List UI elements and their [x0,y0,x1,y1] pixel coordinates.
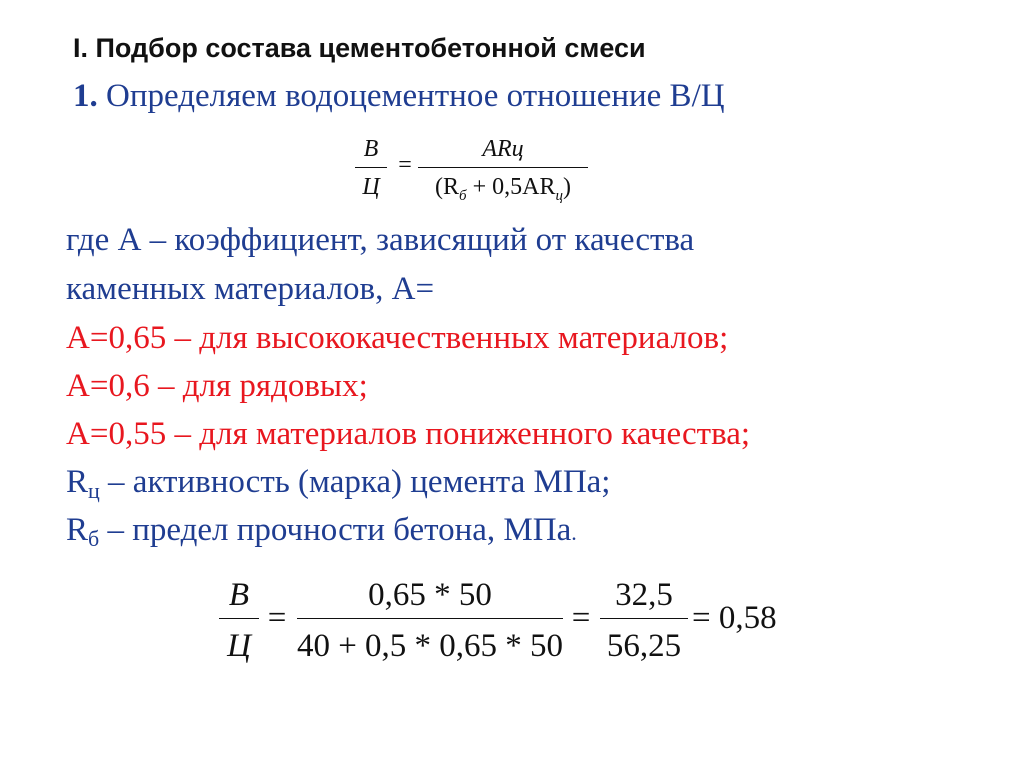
formula1-equals: = [398,152,412,178]
def-concrete-subscript: б [88,526,100,551]
where-line-1: где А – коэффициент, зависящий от качества [66,222,695,258]
def-cement-symbol: R [66,464,89,500]
def-concrete-text: – предел прочности бетона, МПа [99,512,572,548]
formula1-lhs-denominator: Ц [362,174,380,200]
formula2-lhs-denominator: Ц [227,628,251,664]
formula2-equals-2: = [571,600,591,636]
formula2-lhs-bar [219,618,259,619]
formula1-den-sub2: ц [555,187,563,204]
formula1-den-open: (R [435,174,460,200]
formula2-fraction2-bar [600,618,688,619]
formula1-rhs-denominator [418,174,588,205]
def-cement-activity [66,464,610,501]
slide-title: I. Подбор состава цементобетонной смеси [73,33,646,63]
def-cement-subscript: ц [88,478,100,503]
step-text: Определяем водоцементное отношение В/Ц [106,78,725,114]
formula2-fraction1-denominator: 40 + 0,5 * 0,65 * 50 [296,628,564,664]
formula2-fraction1-bar [297,618,563,619]
option-high-quality: А=0,65 – для высококачественных материалов; [66,320,729,356]
step-heading [73,78,725,115]
def-concrete-symbol: R [66,512,89,548]
def-cement-text: – активность (марка) цемента МПа; [99,464,611,500]
step-number: 1. [73,78,98,114]
def-concrete-period: . [571,520,577,545]
formula2-fraction2-denominator: 56,25 [606,628,682,664]
formula1-rhs-bar [418,167,588,168]
option-ordinary: А=0,6 – для рядовых; [66,368,368,404]
formula1-rhs-numerator: ARц [482,136,524,162]
formula1-den-close: ) [562,174,571,200]
formula2-lhs-numerator: В [228,577,250,613]
where-line-2: каменных материалов, А= [66,271,435,307]
formula1-lhs-numerator: В [363,136,379,162]
formula2-result: = 0,58 [692,600,777,636]
def-concrete-strength [66,512,577,549]
formula2-equals-1: = [267,600,287,636]
option-low-quality: А=0,55 – для материалов пониженного качества; [66,416,751,452]
formula1-den-sub1: б [459,187,467,204]
formula1-den-mid: + 0,5AR [466,174,556,200]
formula2-fraction2-numerator: 32,5 [615,577,673,613]
formula1-lhs-bar [355,167,387,168]
formula2-fraction1-numerator: 0,65 * 50 [368,577,492,613]
